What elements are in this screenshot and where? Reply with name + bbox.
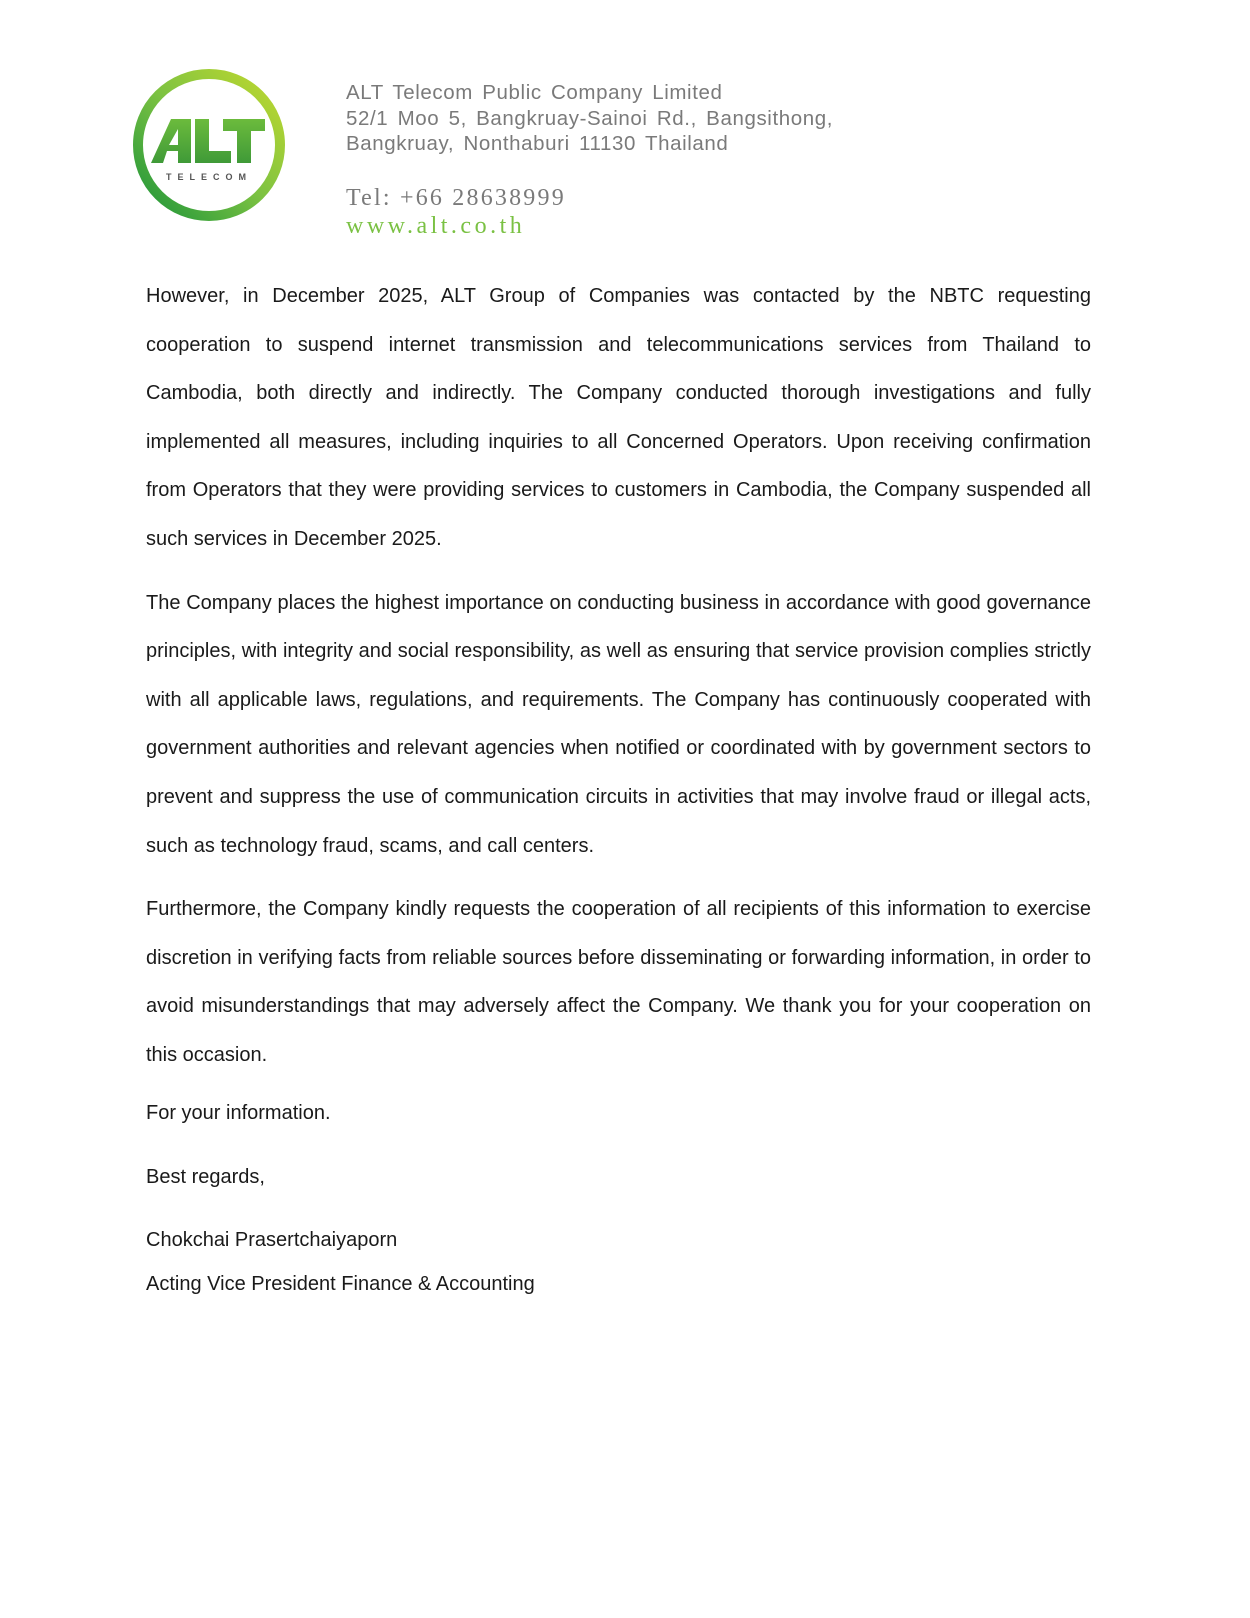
- telephone: Tel: +66 28638999: [346, 184, 566, 211]
- signatory-name: Chokchai Prasertchaiyaporn: [146, 1229, 398, 1251]
- closing-line: For your information.: [146, 1102, 331, 1124]
- alt-telecom-logo-icon: [131, 67, 287, 223]
- svg-text:TELECOM: TELECOM: [166, 172, 252, 182]
- address-line-2: Bangkruay, Nonthaburi 11130 Thailand: [346, 132, 729, 155]
- address-line-1: 52/1 Moo 5, Bangkruay-Sainoi Rd., Bangsithong,: [346, 106, 834, 130]
- paragraph-3: Furthermore, the Company kindly requests the cooperation of all recipients of this information to exercise discretion in verifying facts from reliable sources before disseminating or forwarding information, in order to avoid misunderstandings that may adversely affect the Company. We thank you for your cooperation on this occasion.: [146, 898, 1091, 1066]
- paragraph-2: The Company places the highest importance on conducting business in accordance with good governance principles, with integrity and social responsibility, as well as ensuring that service provision complies strictly with all applicable laws, regulations, and requirements. The Company has continuously cooperated with government authorities and relevant agencies when notified or coordinated with by government sectors to prevent and suppress the use of communication circuits in activities that may involve fraud or illegal acts, such as technology fraud, scams, and call centers.: [146, 591, 1091, 857]
- letterhead: [346, 80, 833, 240]
- letter-body: [146, 272, 1091, 1095]
- website-link[interactable]: www.alt.co.th: [346, 212, 526, 239]
- company-name: ALT Telecom Public Company Limited: [346, 81, 723, 104]
- sign-off: Best regards,: [146, 1166, 265, 1188]
- paragraph-1: However, in December 2025, ALT Group of Companies was contacted by the NBTC requesting cooperation to suspend internet transmission and telecommunications services from Thailand to Cambodia, both directly and indirectly. The Company conducted thorough investigations and fully implemented all measures, including inquiries to all Concerned Operators. Upon receiving confirmation from Operators that they were providing services to customers in Cambodia, the Company suspended all such services in December 2025.: [146, 285, 1091, 550]
- signatory-title: Acting Vice President Finance & Accounting: [146, 1273, 535, 1295]
